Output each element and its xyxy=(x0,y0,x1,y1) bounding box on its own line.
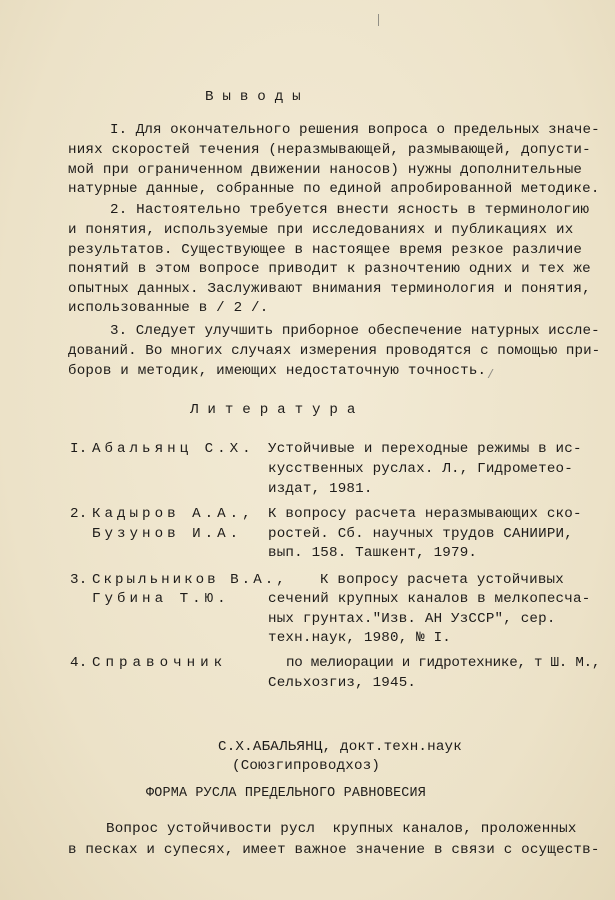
lit-1-num: I. xyxy=(70,441,88,457)
p2-line-1: 2. Настоятельно требуется внести ясность в терминологию xyxy=(110,202,590,218)
lit-2-text-3: вып. 158. Ташкент, 1979. xyxy=(268,545,478,561)
p3-line-2: дований. Во многих случаях измерения проводятся с помощью при- xyxy=(68,343,601,359)
conclusions-heading: В ы в о д ы xyxy=(205,89,301,105)
article-body-2: в песках и супесях, имеет важное значение в связи с осуществ- xyxy=(68,842,600,858)
lit-3-author-1: Скрыльников В.А., xyxy=(92,572,288,588)
page-mark xyxy=(378,14,389,26)
lit-3-text-2: сечений крупных каналов в мелкопесча- xyxy=(268,591,591,607)
p1-line-4: натурные данные, собранные по единой апробированной методике. xyxy=(68,181,600,197)
lit-3-text-3: ных грунтах."Изв. АН УзССР", сер. xyxy=(268,611,556,627)
p3-line-1: 3. Следует улучшить приборное обеспечение натурных иссле- xyxy=(110,323,600,339)
lit-2-author-1: Кадыров А.А., xyxy=(92,506,255,522)
p2-line-5: опытных данных. Заслуживают внимания терминология и понятия, xyxy=(68,281,591,297)
p1-line-1: I. Для окончательного решения вопроса о предельных значе- xyxy=(110,122,600,138)
lit-3-num: 3. xyxy=(70,572,88,588)
lit-1-text-1: Устойчивые и переходные режимы в ис- xyxy=(268,441,582,457)
lit-4-text-2: Сельхозгиз, 1945. xyxy=(268,675,417,691)
p1-line-2: ниях скоростей течения (неразмывающей, размывающей, допусти- xyxy=(68,142,591,158)
lit-4-num: 4. xyxy=(70,655,88,671)
p1-line-3: мой при ограниченном движении наносов) нужны дополнительные xyxy=(68,162,583,178)
p2-line-6: использованные в / 2 /. xyxy=(68,300,269,316)
lit-4-author: Справочник xyxy=(92,655,228,671)
p3-line-3: боров и методик, имеющих недостаточную точность. xyxy=(68,363,487,379)
lit-2-author-2: Бузунов И.А. xyxy=(92,526,243,542)
lit-3-author-2: Губина Т.Ю. xyxy=(92,591,230,607)
article-body-1: Вопрос устойчивости русл крупных каналов, проложенных xyxy=(106,821,577,837)
literature-heading: Л и т е р а т у р а xyxy=(190,402,356,418)
p2-line-3: результатов. Существующее в настоящее время резкое различие xyxy=(68,242,583,258)
lit-2-text-1: К вопросу расчета неразмывающих ско- xyxy=(268,506,582,522)
article-title: ФОРМА РУСЛА ПРЕДЕЛЬНОГО РАВНОВЕСИЯ xyxy=(146,786,427,801)
lit-3-text-1: К вопросу расчета устойчивых xyxy=(320,572,564,588)
p2-line-4: понятий в этом вопросе приводит к разночтению одних и тех же xyxy=(68,261,591,277)
article-affiliation: (Союзгипроводхоз) xyxy=(232,758,381,774)
lit-2-text-2: ростей. Сб. научных трудов САНИИРИ, xyxy=(268,526,573,542)
article-author: С.Х.АБАЛЬЯНЦ, докт.техн.наук xyxy=(218,739,462,755)
lit-4-text-1: по мелиорации и гидротехнике, т Ш. М., xyxy=(286,655,601,671)
lit-1-text-2: кусственных руслах. Л., Гидрометео- xyxy=(268,461,573,477)
lit-3-text-4: техн.наук, 1980, № I. xyxy=(268,630,451,646)
lit-2-num: 2. xyxy=(70,506,88,522)
p2-line-2: и понятия, используемые при исследованиях и публикациях их xyxy=(68,222,574,238)
lit-1-author: Абальянц С.Х. xyxy=(92,441,255,457)
margin-mark: / xyxy=(487,368,495,382)
lit-1-text-3: издат, 1981. xyxy=(268,481,373,497)
